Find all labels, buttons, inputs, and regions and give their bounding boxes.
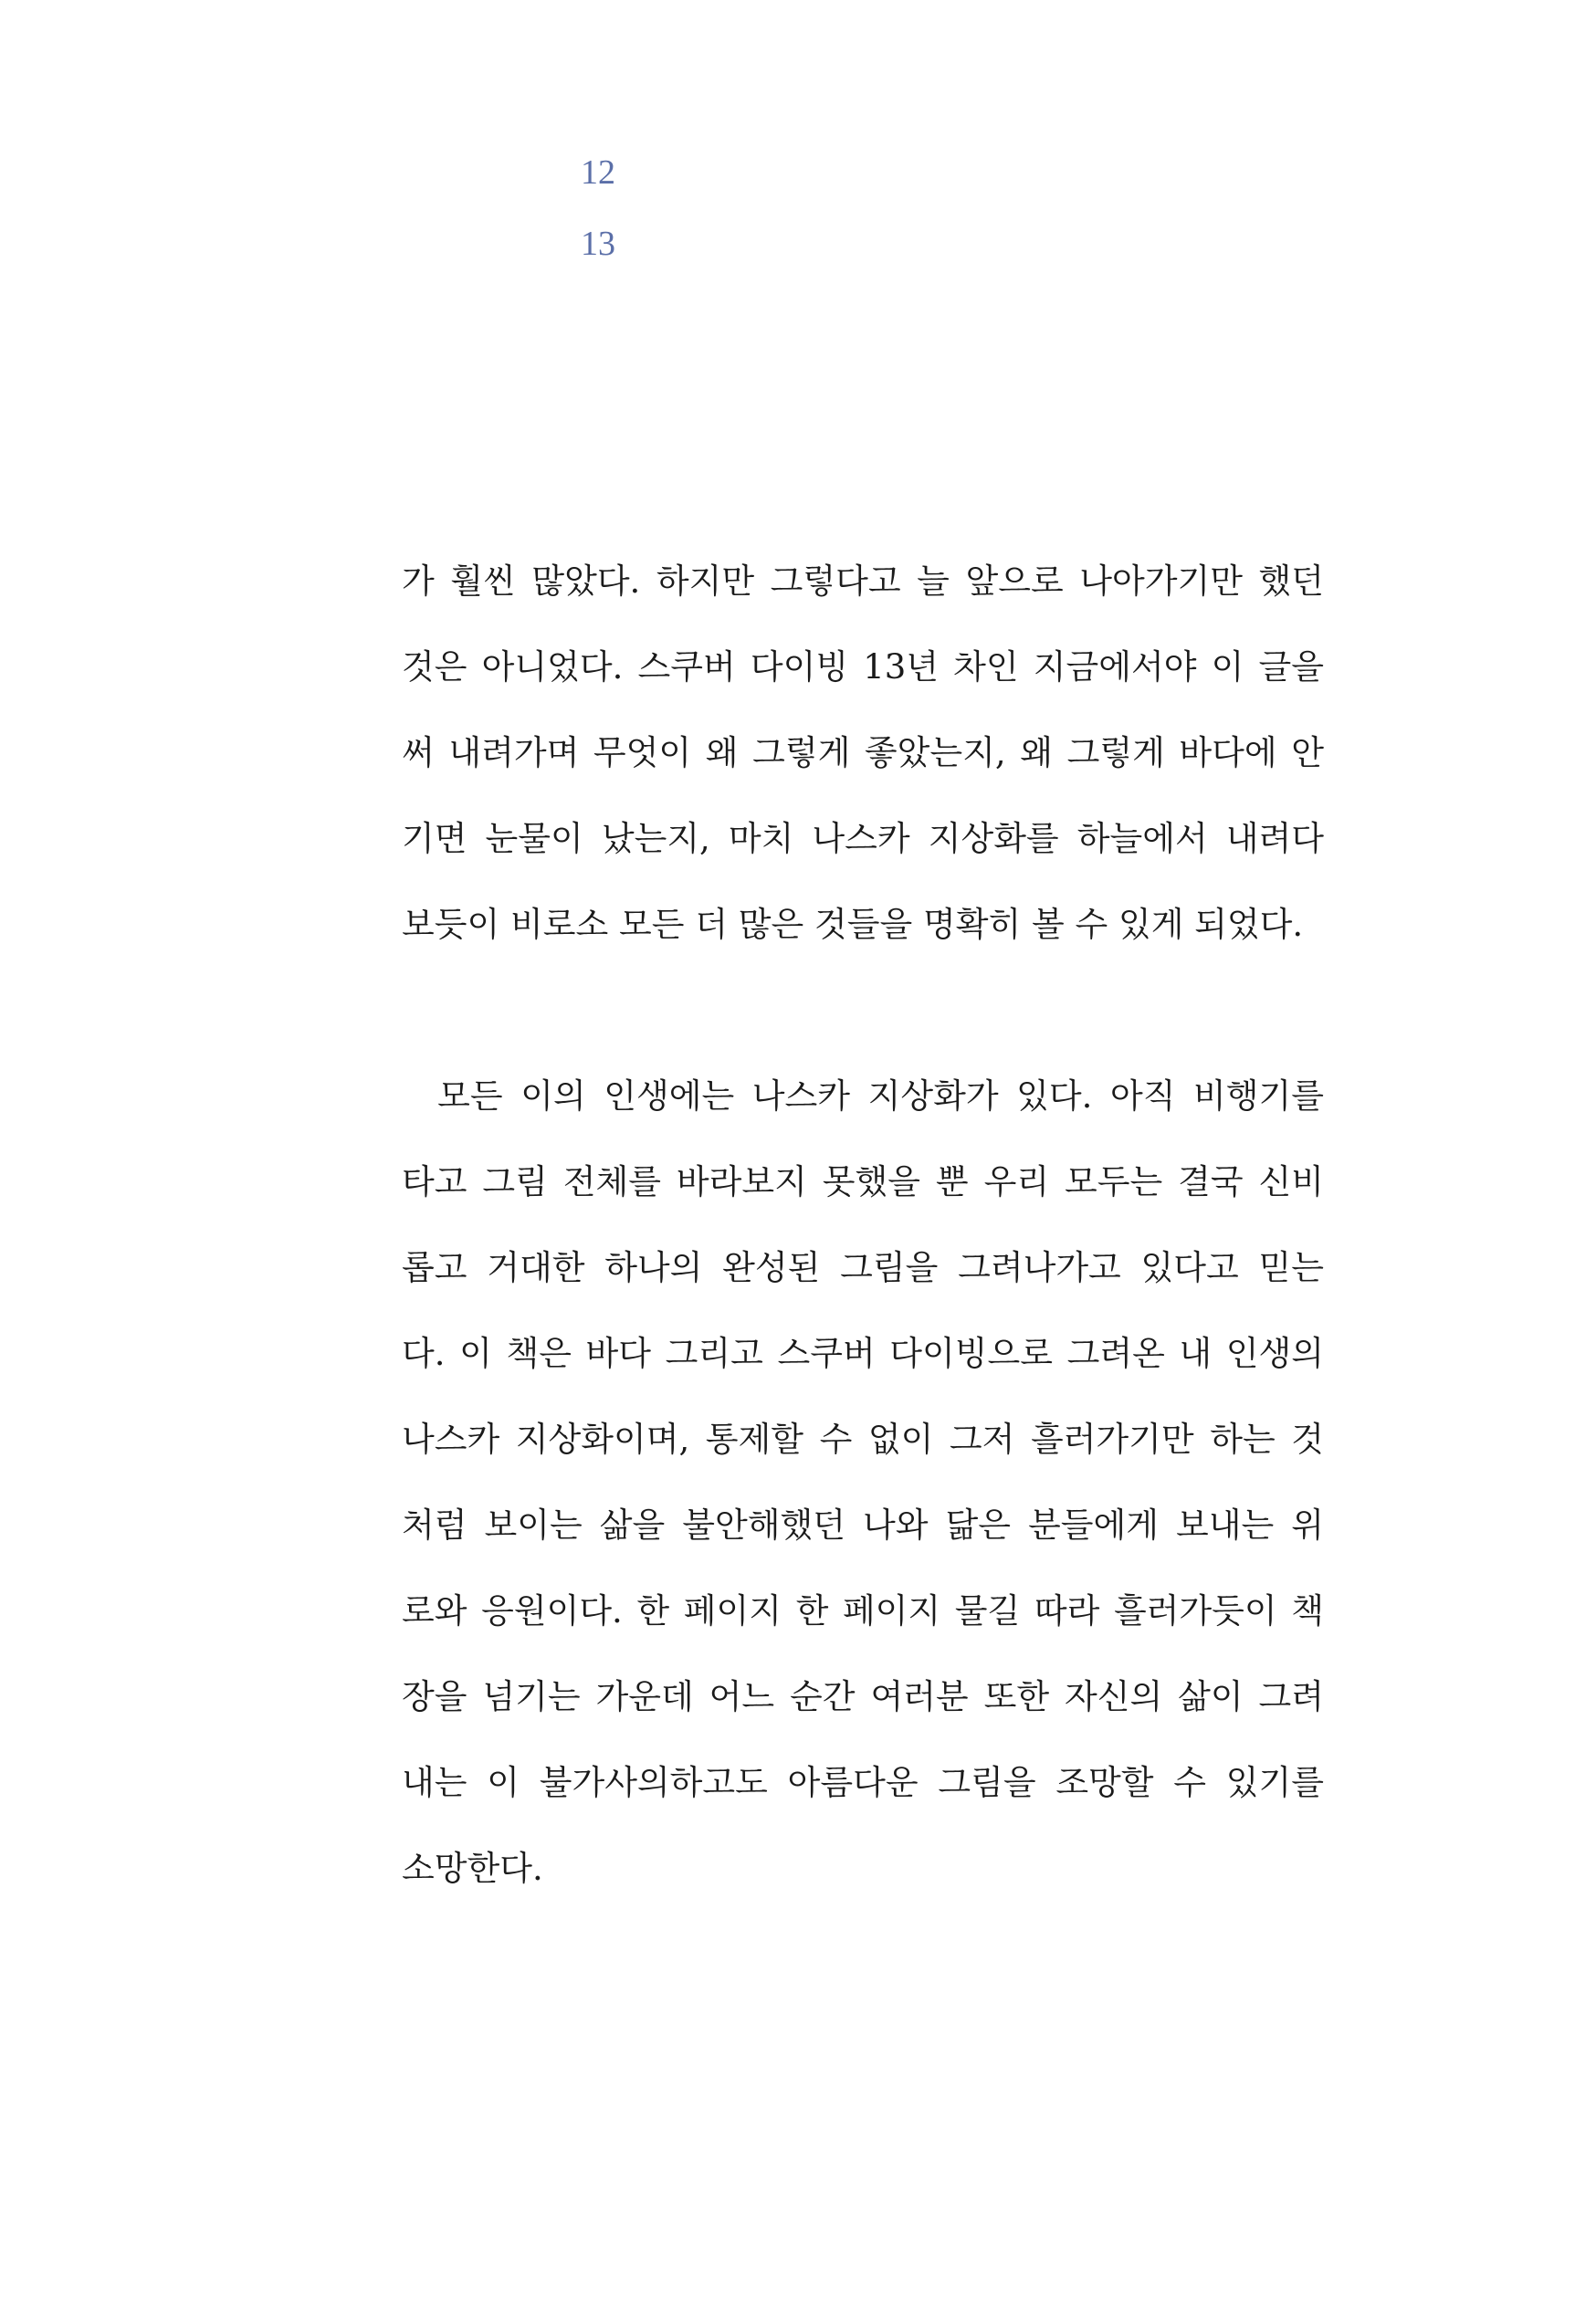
text-line: 써 내려가며 무엇이 왜 그렇게 좋았는지, 왜 그렇게 바다에 안	[402, 733, 1324, 772]
text-line: 처럼 보이는 삶을 불안해했던 나와 닮은 분들에게 보내는 위	[402, 1505, 1324, 1545]
text-line: 것은 아니었다. 스쿠버 다이빙 13년 차인 지금에서야 이 글을	[402, 647, 1324, 687]
body-text	[402, 539, 1324, 1912]
text-line: 장을 넘기는 가운데 어느 순간 여러분 또한 자신의 삶이 그려	[402, 1677, 1324, 1716]
text-line: 기면 눈물이 났는지, 마치 나스카 지상화를 하늘에서 내려다	[402, 819, 1324, 858]
paragraph-1	[402, 539, 1324, 968]
paragraph-2	[402, 1054, 1324, 1912]
text-line: 타고 그림 전체를 바라보지 못했을 뿐 우리 모두는 결국 신비	[402, 1162, 1324, 1201]
text-line: 가 훨씬 많았다. 하지만 그렇다고 늘 앞으로 나아가기만 했던	[402, 561, 1324, 601]
page-numbers	[581, 137, 615, 279]
text-line: 모든 이의 인생에는 나스카 지상화가 있다. 아직 비행기를	[402, 1076, 1324, 1116]
paragraph-gap	[402, 968, 1324, 1054]
text-line: 로와 응원이다. 한 페이지 한 페이지 물길 따라 흘러가듯이 책	[402, 1591, 1324, 1631]
text-line: 롭고 거대한 하나의 완성된 그림을 그려나가고 있다고 믿는	[402, 1248, 1324, 1287]
text-line: 보듯이 비로소 모든 더 많은 것들을 명확히 볼 수 있게 되었다.	[402, 905, 1304, 944]
page-number-left: 12	[581, 153, 615, 192]
page-number-right: 13	[581, 225, 615, 263]
text-line: 소망한다.	[402, 1849, 543, 1888]
text-line: 내는 이 불가사의하고도 아름다운 그림을 조망할 수 있기를	[402, 1763, 1324, 1802]
text-line: 다. 이 책은 바다 그리고 스쿠버 다이빙으로 그려온 내 인생의	[402, 1334, 1324, 1373]
text-line: 나스카 지상화이며, 통제할 수 없이 그저 흘러가기만 하는 것	[402, 1420, 1324, 1459]
